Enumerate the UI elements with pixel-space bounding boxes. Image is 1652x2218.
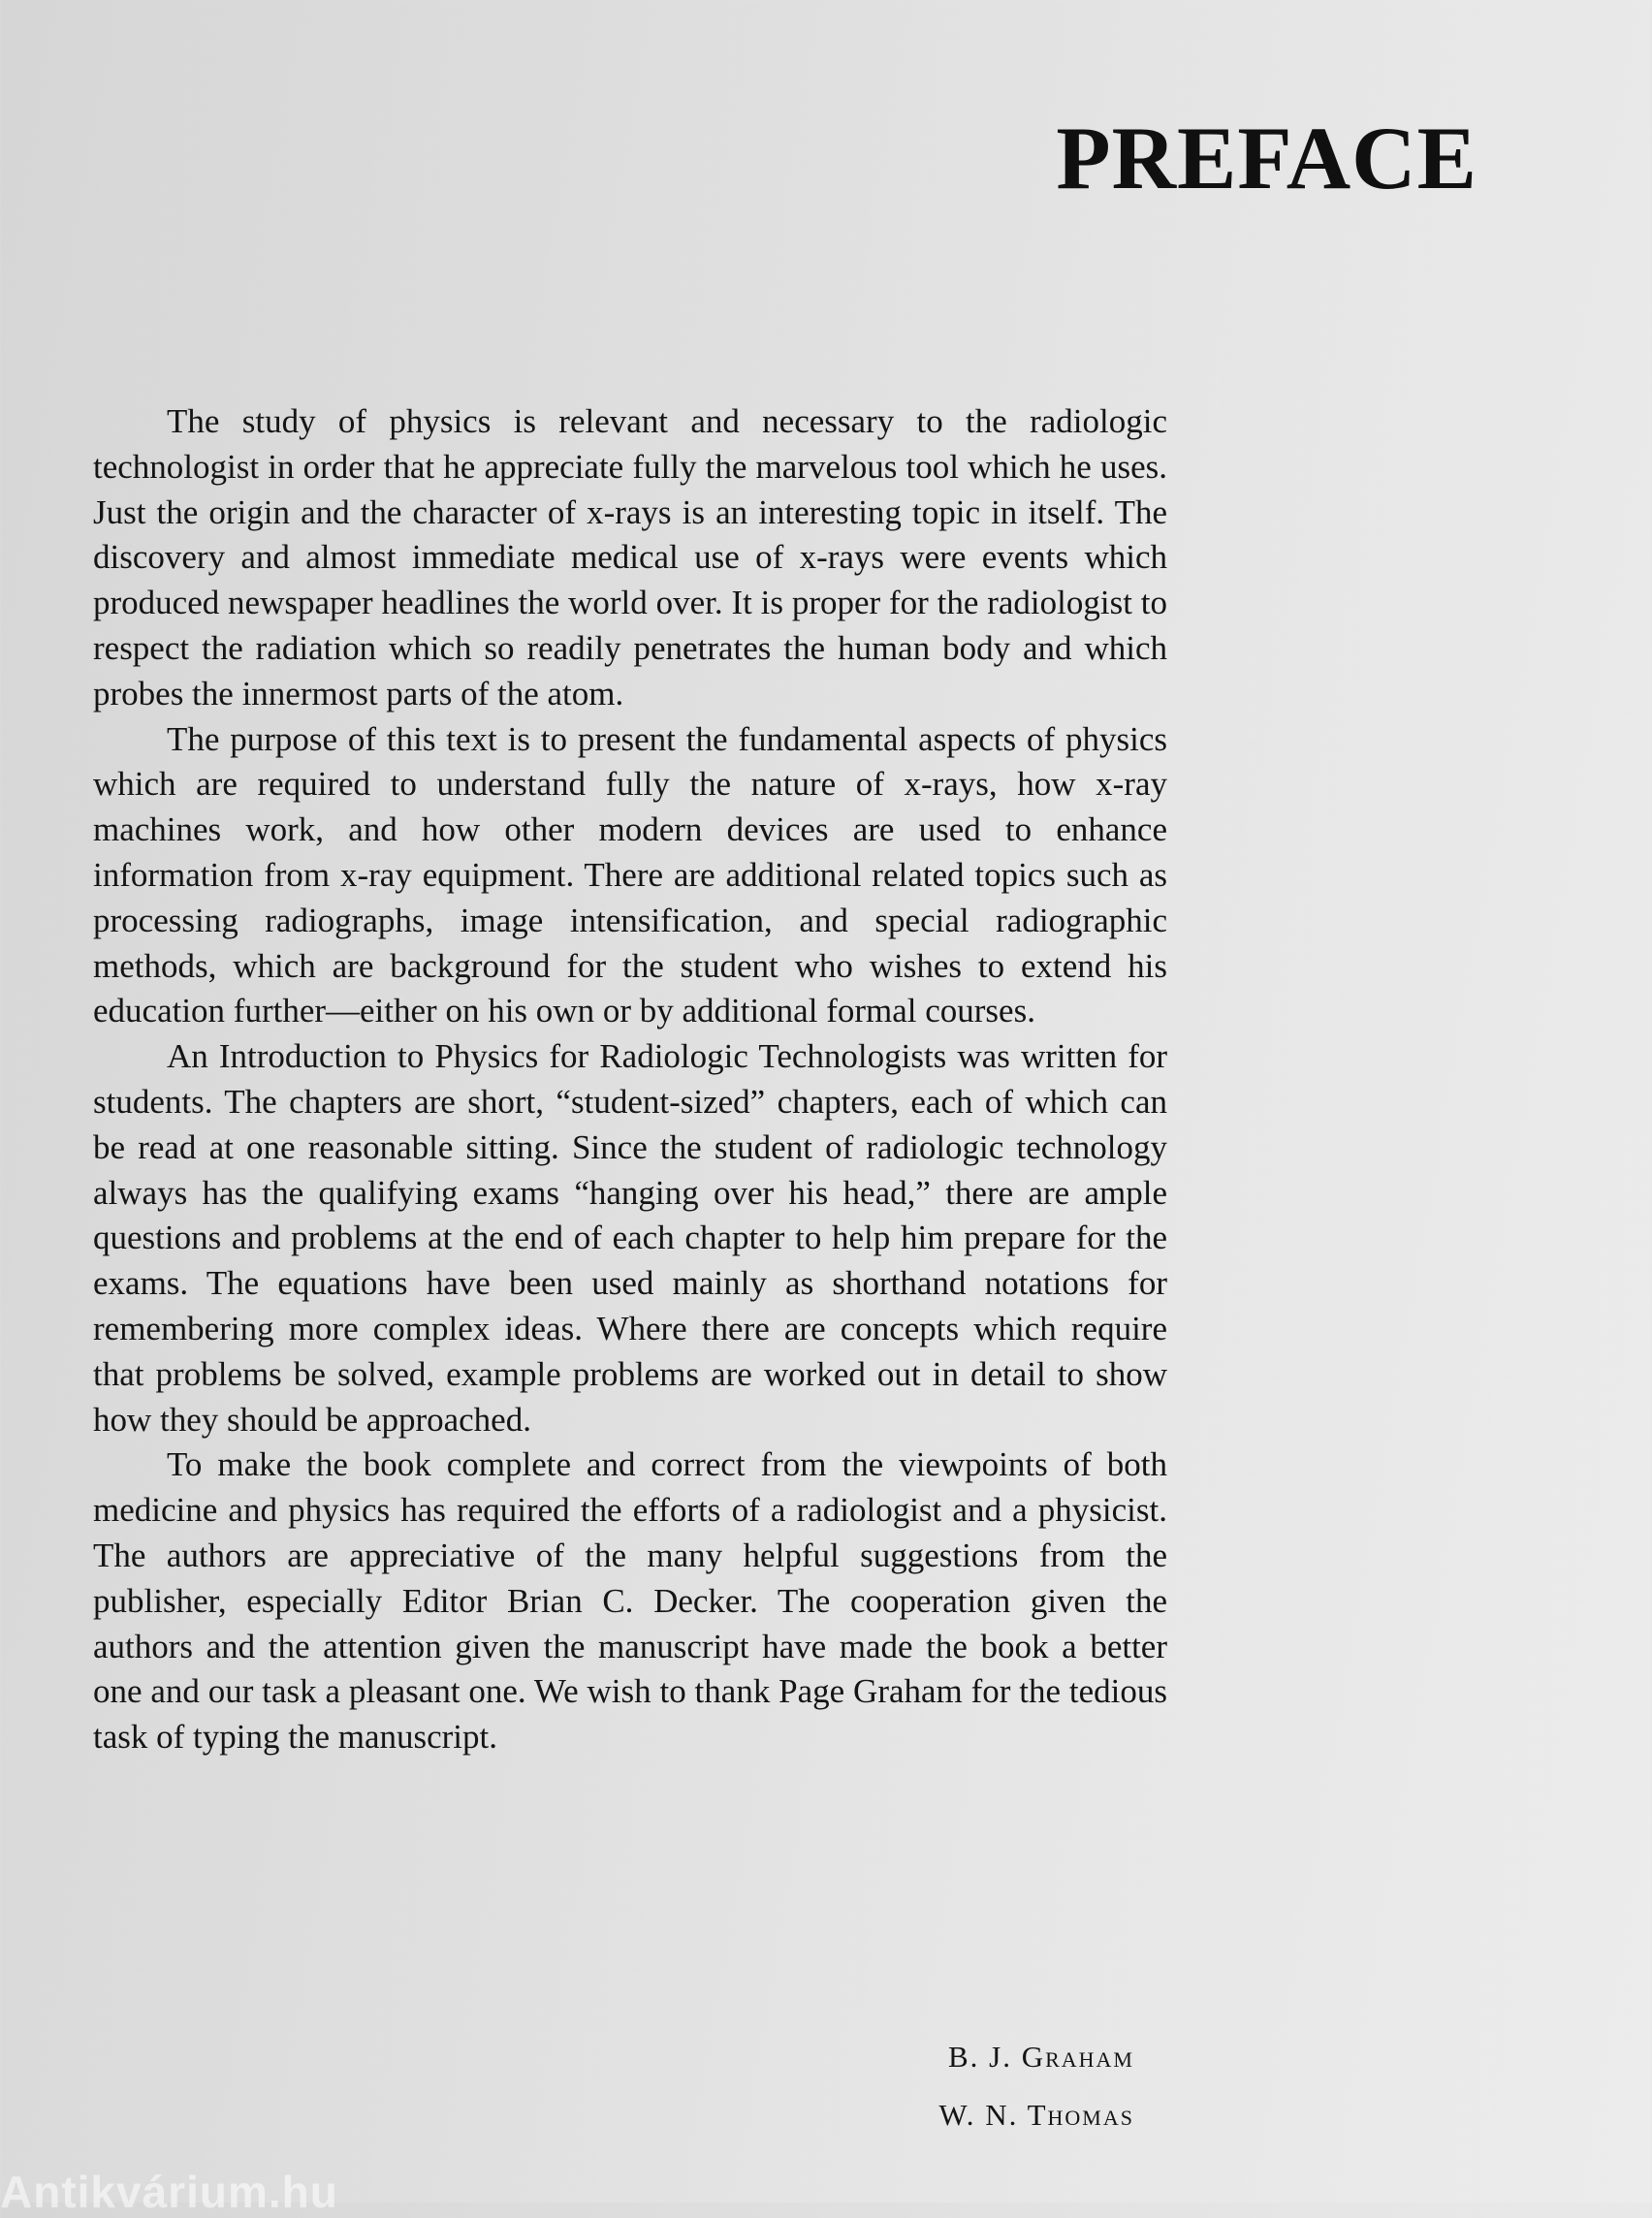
preface-body: [93, 399, 1167, 1760]
watermark: Antikvárium.hu: [0, 2167, 338, 2217]
author-signatures: [834, 2028, 1134, 2144]
paragraph-3: An Introduction to Physics for Radiologic Technologists was written for students. The chapters are short, “student-sized” chapters, each of which can be read at one reasonable sitting. Since the student of radiologic technology always has the qualifying exams “hanging over his head,” there are ample questions and problems at the end of each chapter to help him prepare for the exams. The equations have been used mainly as shorthand notations for remembering more complex ideas. Where there are concepts which require that problems be solved, example problems are worked out in detail to show how they should be approached.: [93, 1037, 1167, 1439]
signature-author-2: W. N. Thomas: [938, 2098, 1134, 2132]
paragraph-4: To make the book complete and correct from the viewpoints of both medicine and physics has required the efforts of a radiologist and a physicist. The authors are appreciative of the many helpful suggestions from the publisher, especially Editor Brian C. Decker. The cooperation given the authors and the attention given the manuscript have made the book a better one and our task a pleasant one. We wish to thank Page Graham for the tedious task of typing the manuscript.: [93, 1445, 1167, 1757]
paragraph-1: The study of physics is relevant and necessary to the radiologic technologist in order that he appreciate fully the marvelous tool which he uses. Just the origin and the character of x-rays is an interesting topic in itself. The discovery and almost immediate medical use of x-rays were events which produced newspaper headlines the world over. It is proper for the radiologist to respect the radiation which so readily penetrates the human body and which probes the innermost parts of the atom.: [93, 402, 1167, 713]
signature-author-1: B. J. Graham: [947, 2040, 1134, 2074]
paragraph-2: The purpose of this text is to present the fundamental aspects of physics which are required to understand fully the nature of x-rays, how x-ray machines work, and how other modern devices are used to enhance information from x-ray equipment. There are additional related topics such as processing radiographs, image intensification, and special radiographic methods, which are background for the student who wishes to extend his education further—either on his own or by additional formal courses.: [93, 719, 1167, 1030]
page-title: PREFACE: [1056, 109, 1477, 207]
